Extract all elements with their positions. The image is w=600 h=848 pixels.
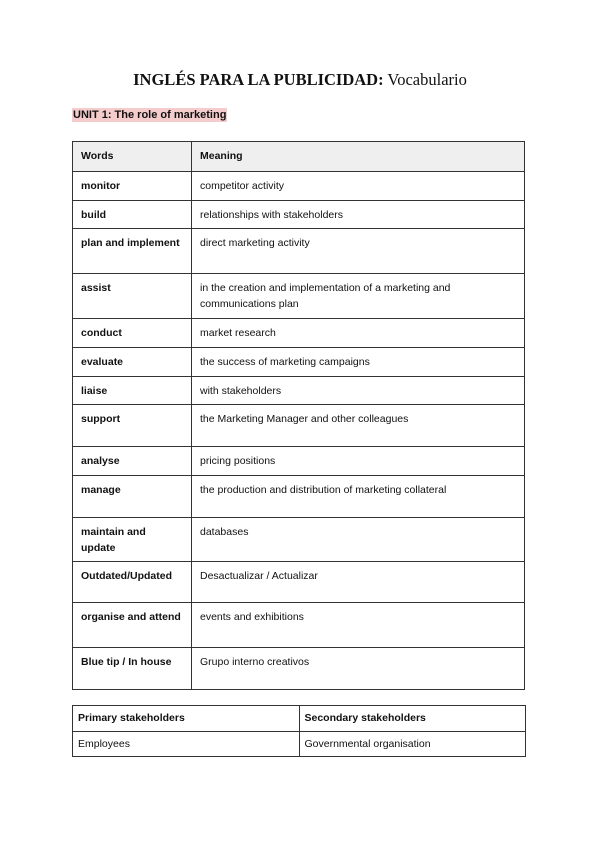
header-secondary: Secondary stakeholders	[299, 706, 526, 732]
word-cell: conduct	[73, 319, 192, 348]
table-header-row	[73, 142, 525, 172]
primary-cell: Employees	[73, 732, 300, 757]
word-cell: liaise	[73, 377, 192, 405]
title-bold: INGLÉS PARA LA PUBLICIDAD:	[133, 70, 384, 89]
unit-heading: UNIT 1: The role of marketing	[73, 109, 227, 121]
word-cell: manage	[73, 476, 192, 518]
table-row	[73, 201, 525, 229]
meaning-cell: with stakeholders	[192, 377, 525, 405]
table-row	[73, 603, 525, 648]
meaning-cell: the production and distribution of marketing collateral	[192, 476, 525, 518]
word-cell: organise and attend	[73, 603, 192, 648]
word-cell: Blue tip / In house	[73, 648, 192, 690]
meaning-cell: the success of marketing campaigns	[192, 348, 525, 377]
header-primary: Primary stakeholders	[73, 706, 300, 732]
table-row	[73, 732, 526, 757]
word-cell: analyse	[73, 447, 192, 476]
word-cell: monitor	[73, 172, 192, 201]
table-row	[73, 405, 525, 447]
table-row	[73, 518, 525, 562]
table-row	[73, 562, 525, 603]
word-cell: build	[73, 201, 192, 229]
meaning-cell: in the creation and implementation of a marketing and communications plan	[192, 274, 525, 319]
table-row	[73, 229, 525, 274]
meaning-cell: relationships with stakeholders	[192, 201, 525, 229]
title-rest: Vocabulario	[383, 70, 467, 89]
vocabulary-table	[72, 141, 525, 690]
header-words: Words	[73, 142, 192, 172]
meaning-cell: Desactualizar / Actualizar	[192, 562, 525, 603]
document-title	[0, 70, 600, 90]
meaning-cell: the Marketing Manager and other colleagues	[192, 405, 525, 447]
meaning-cell: databases	[192, 518, 525, 562]
table-row	[73, 648, 525, 690]
word-cell: assist	[73, 274, 192, 319]
table-row	[73, 348, 525, 377]
word-cell: support	[73, 405, 192, 447]
word-cell: plan and implement	[73, 229, 192, 274]
table-row	[73, 476, 525, 518]
table-row	[73, 377, 525, 405]
table-row	[73, 319, 525, 348]
table-row	[73, 172, 525, 201]
word-cell: maintain and update	[73, 518, 192, 562]
secondary-cell: Governmental organisation	[299, 732, 526, 757]
word-cell: evaluate	[73, 348, 192, 377]
meaning-cell: competitor activity	[192, 172, 525, 201]
header-meaning: Meaning	[192, 142, 525, 172]
meaning-cell: pricing positions	[192, 447, 525, 476]
stakeholders-table	[72, 705, 526, 757]
meaning-cell: market research	[192, 319, 525, 348]
table-row	[73, 447, 525, 476]
meaning-cell: direct marketing activity	[192, 229, 525, 274]
meaning-cell: events and exhibitions	[192, 603, 525, 648]
stakeholders-header-row	[73, 706, 526, 732]
meaning-cell: Grupo interno creativos	[192, 648, 525, 690]
word-cell: Outdated/Updated	[73, 562, 192, 603]
table-row	[73, 274, 525, 319]
